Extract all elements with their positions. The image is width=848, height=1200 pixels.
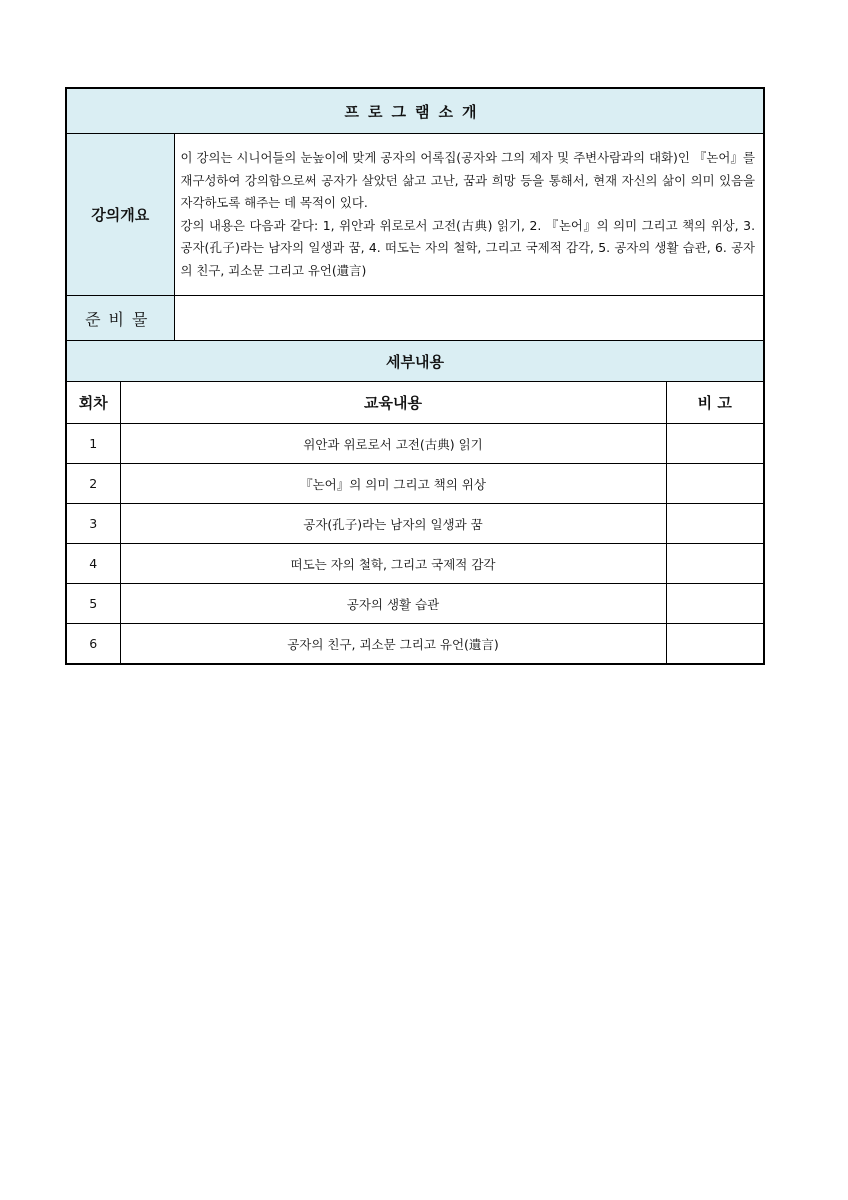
table-row bbox=[66, 624, 764, 665]
session-note bbox=[666, 504, 764, 544]
table-row bbox=[66, 464, 764, 504]
materials-label: 준비물 bbox=[66, 296, 174, 341]
column-header-session: 회차 bbox=[66, 382, 120, 424]
table-row bbox=[66, 584, 764, 624]
overview-paragraph-2: 강의 내용은 다음과 같다: 1, 위안과 위로로서 고전(古典) 읽기, 2. 『논어』의 의미 그리고 책의 위상, 3. 공자(孔子)라는 남자의 일생과 꿈, 4. 떠도는 자의 철학, 그리고 국제적 감각, 5. 공자의 생활 습관, 6. 공자의 친구, 괴소문 그리고 유언(遺言) bbox=[180, 217, 756, 278]
overview-label: 강의개요 bbox=[66, 134, 174, 296]
session-content: 공자(孔子)라는 남자의 일생과 꿈 bbox=[120, 504, 666, 544]
table-row bbox=[66, 424, 764, 464]
table-row bbox=[66, 544, 764, 584]
session-content: 위안과 위로로서 고전(古典) 읽기 bbox=[120, 424, 666, 464]
overview-text bbox=[174, 134, 764, 296]
session-note bbox=[666, 584, 764, 624]
session-note bbox=[666, 464, 764, 504]
session-number: 3 bbox=[66, 504, 120, 544]
program-header: 프로그램소개 bbox=[66, 88, 764, 134]
session-number: 6 bbox=[66, 624, 120, 665]
overview-paragraph-1: 이 강의는 시니어들의 눈높이에 맞게 공자의 어록집(공자와 그의 제자 및 주변사람과의 대화)인 『논어』를 재구성하여 강의함으로써 공자가 살았던 삶고 고난, 꿈과 희망 등을 통해서, 현재 자신의 삶이 의미 있음을 자각하도록 해주는 데 목적이 있다. bbox=[180, 150, 756, 210]
session-content: 떠도는 자의 철학, 그리고 국제적 감각 bbox=[120, 544, 666, 584]
column-header-content: 교육내용 bbox=[120, 382, 666, 424]
session-number: 2 bbox=[66, 464, 120, 504]
session-content: 『논어』의 의미 그리고 책의 위상 bbox=[120, 464, 666, 504]
session-note bbox=[666, 544, 764, 584]
program-document bbox=[65, 87, 763, 665]
session-note bbox=[666, 624, 764, 665]
materials-row bbox=[66, 296, 764, 341]
session-number: 4 bbox=[66, 544, 120, 584]
session-number: 5 bbox=[66, 584, 120, 624]
table-row bbox=[66, 504, 764, 544]
session-content: 공자의 친구, 괴소문 그리고 유언(遺言) bbox=[120, 624, 666, 665]
overview-row bbox=[66, 134, 764, 296]
column-header-row bbox=[66, 382, 764, 424]
materials-value bbox=[174, 296, 764, 341]
program-header-row bbox=[66, 88, 764, 134]
details-title-row bbox=[66, 341, 764, 382]
column-header-note: 비 고 bbox=[666, 382, 764, 424]
session-number: 1 bbox=[66, 424, 120, 464]
session-note bbox=[666, 424, 764, 464]
program-table bbox=[65, 87, 765, 665]
session-content: 공자의 생활 습관 bbox=[120, 584, 666, 624]
details-title: 세부내용 bbox=[66, 341, 764, 382]
